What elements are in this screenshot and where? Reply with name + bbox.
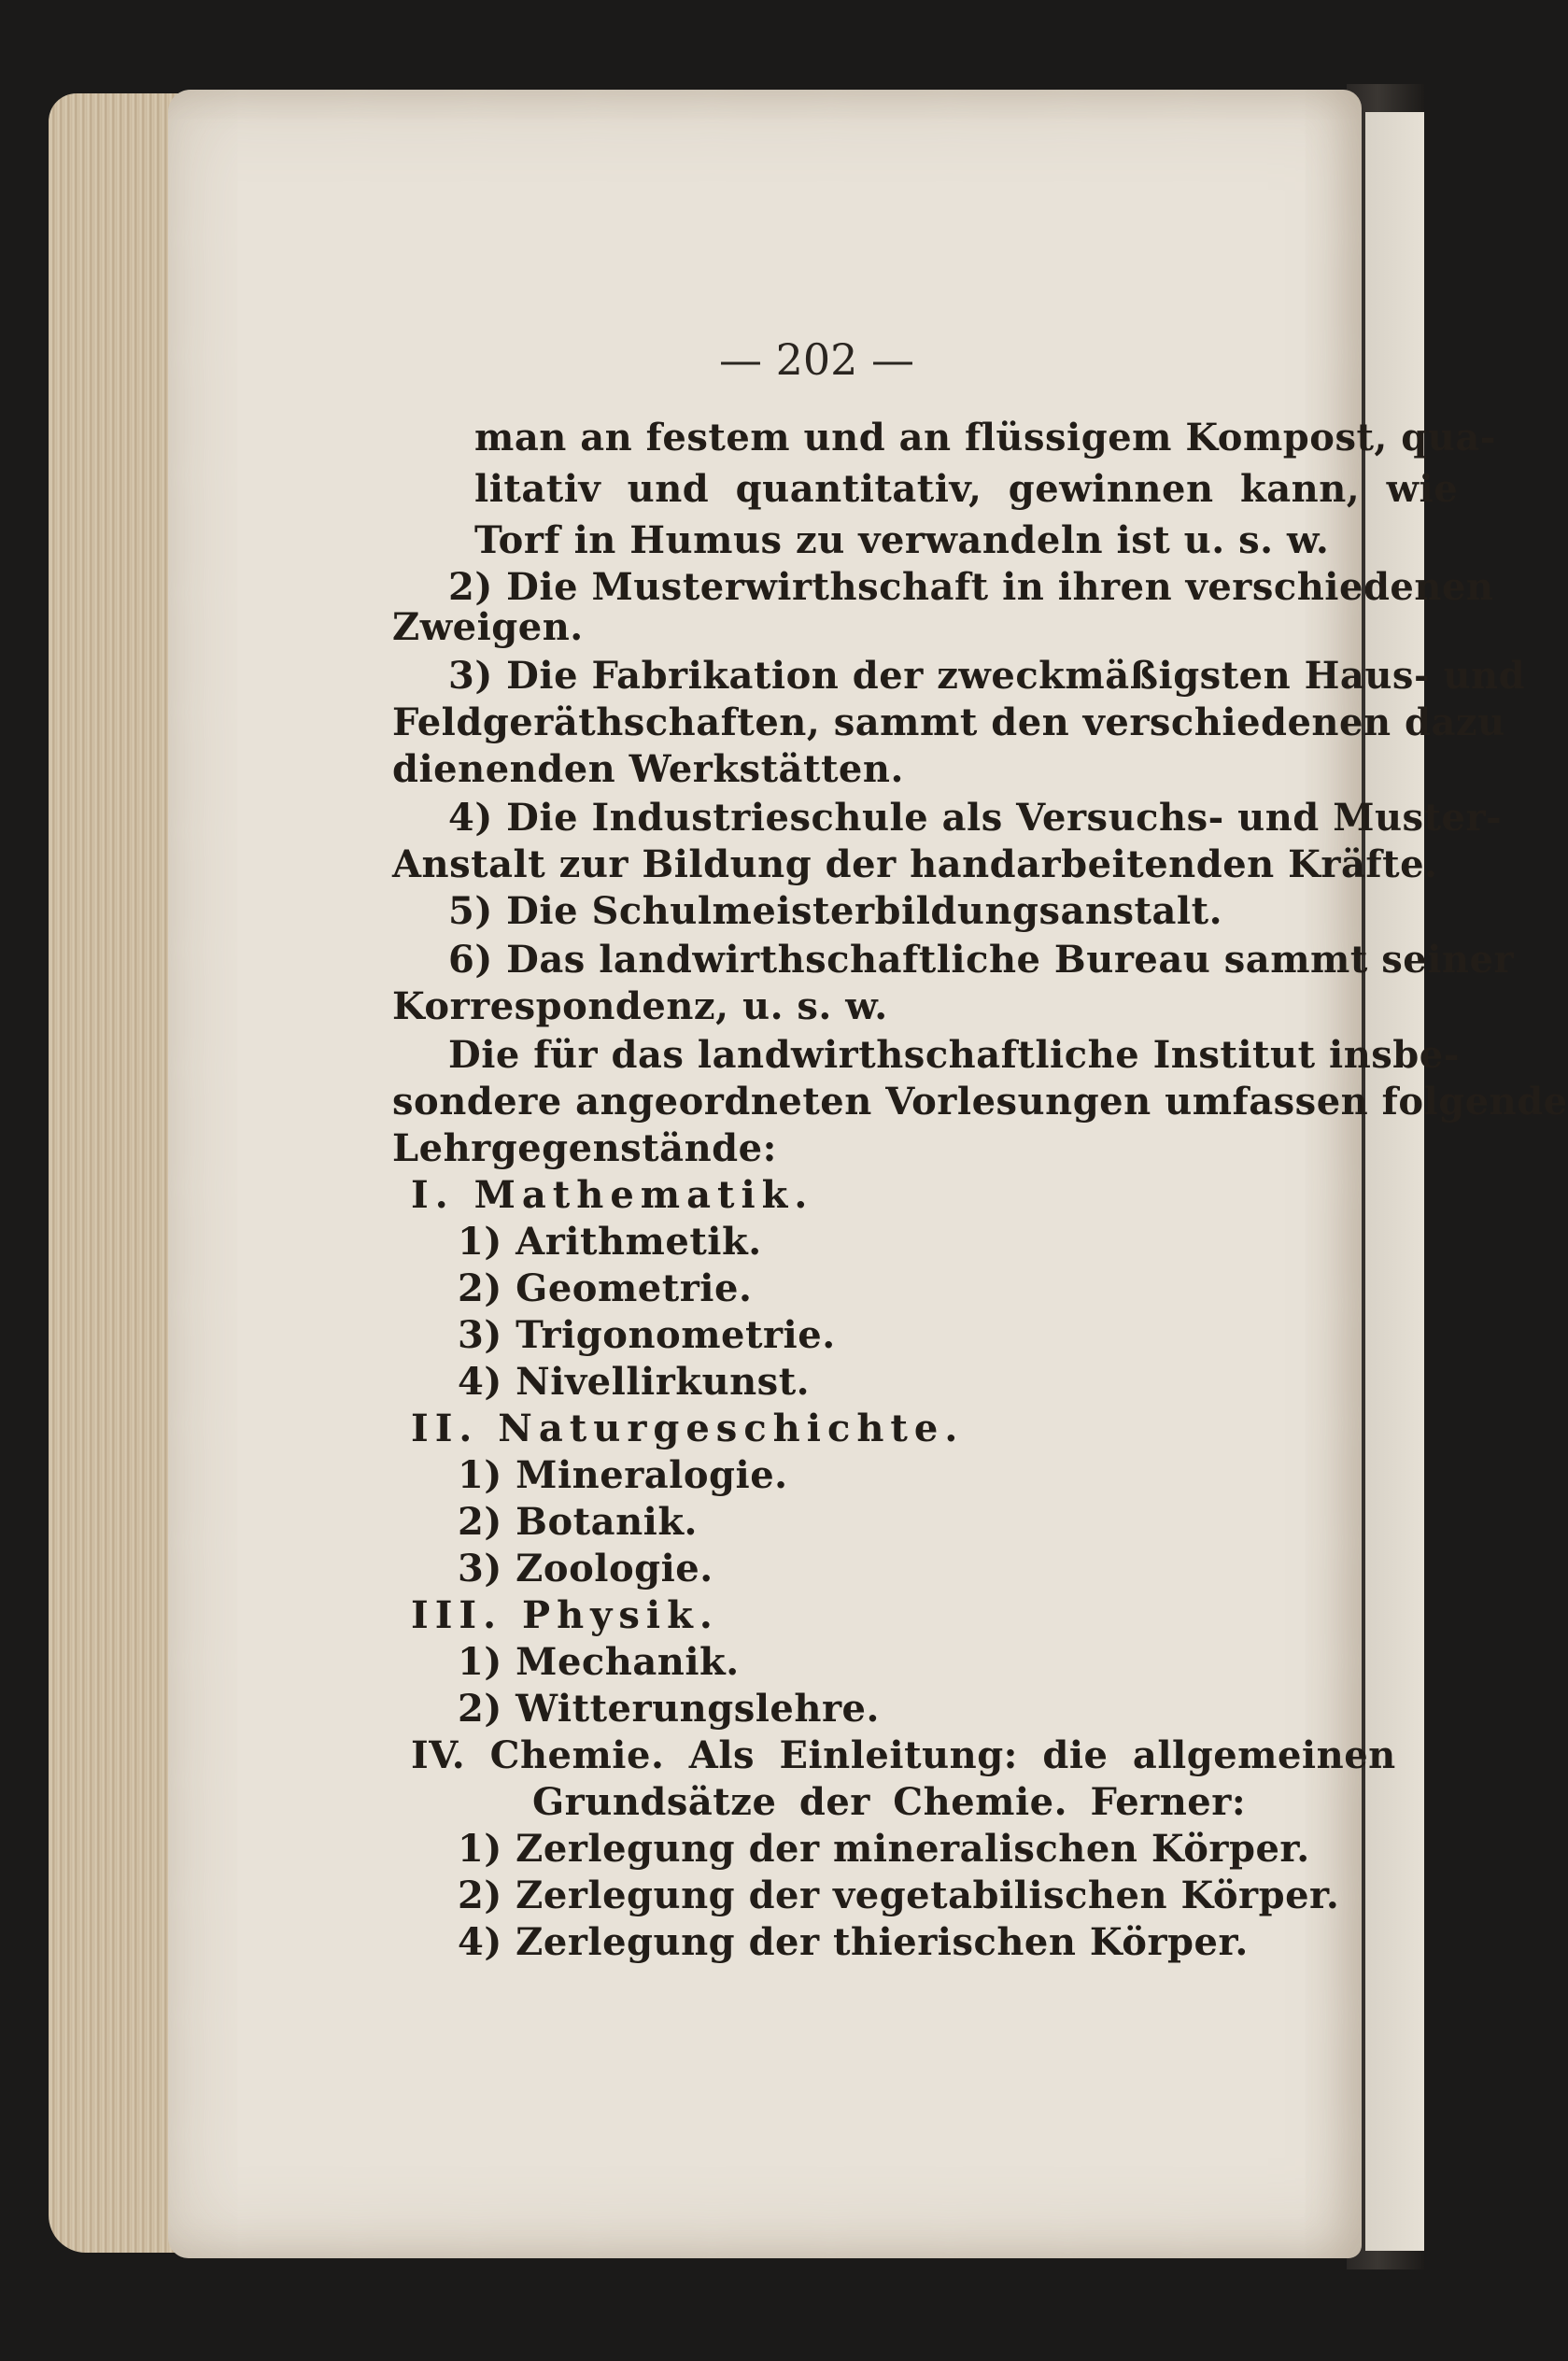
section-heading: IV. Chemie. Als Einleitung: die allgemeinen bbox=[411, 1733, 1396, 1777]
text-line: 2) Die Musterwirthschaft in ihren verschiedenen bbox=[448, 565, 1494, 609]
list-item: 1) Zerlegung der mineralischen Körper. bbox=[458, 1827, 1310, 1871]
list-item: 4) Zerlegung der thierischen Körper. bbox=[458, 1920, 1249, 1964]
text-line: sondere angeordneten Vorlesungen umfassen folgende bbox=[392, 1080, 1568, 1124]
page-number: — 202 — bbox=[719, 334, 915, 385]
text-line: Lehrgegenstände: bbox=[392, 1126, 777, 1170]
section-heading: II. Naturgeschichte. bbox=[411, 1407, 965, 1450]
text-line: 5) Die Schulmeisterbildungsanstalt. bbox=[448, 889, 1223, 933]
list-item: 2) Witterungslehre. bbox=[458, 1687, 880, 1731]
text-line: 6) Das landwirthschaftliche Bureau sammt seiner bbox=[448, 938, 1515, 982]
list-item: 1) Arithmetik. bbox=[458, 1220, 762, 1264]
list-item: 1) Mineralogie. bbox=[458, 1453, 788, 1497]
text-line: 3) Die Fabrikation der zweckmäßigsten Haus- und bbox=[448, 654, 1526, 698]
list-item: 4) Nivellirkunst. bbox=[458, 1360, 811, 1404]
list-item: 2) Geometrie. bbox=[458, 1266, 753, 1310]
list-item: 3) Trigonometrie. bbox=[458, 1313, 836, 1357]
text-line: litativ und quantitativ, gewinnen kann, wie bbox=[474, 467, 1459, 511]
list-item: 3) Zoologie. bbox=[458, 1547, 713, 1590]
text-line: Die für das landwirthschaftliche Institut insbe- bbox=[448, 1033, 1460, 1077]
text-line: 4) Die Industrieschule als Versuchs- und Muster- bbox=[448, 796, 1503, 840]
text-line: Torf in Humus zu verwandeln ist u. s. w. bbox=[474, 518, 1330, 562]
section-heading: III. Physik. bbox=[411, 1593, 719, 1637]
text-line: Zweigen. bbox=[392, 605, 584, 649]
text-line: Feldgeräthschaften, sammt den verschiedenen dazu bbox=[392, 700, 1505, 744]
text-line: Grundsätze der Chemie. Ferner: bbox=[532, 1780, 1247, 1824]
text-line: man an festem und an flüssigem Kompost, qua- bbox=[474, 416, 1496, 459]
text-line: dienenden Werkstätten. bbox=[392, 747, 904, 791]
text-line: Anstalt zur Bildung der handarbeitenden Kräfte. bbox=[392, 842, 1438, 886]
list-item: 2) Zerlegung der vegetabilischen Körper. bbox=[458, 1873, 1340, 1917]
list-item: 1) Mechanik. bbox=[458, 1640, 740, 1684]
section-heading: I. Mathematik. bbox=[411, 1173, 814, 1217]
text-line: Korrespondenz, u. s. w. bbox=[392, 984, 888, 1028]
list-item: 2) Botanik. bbox=[458, 1500, 698, 1544]
